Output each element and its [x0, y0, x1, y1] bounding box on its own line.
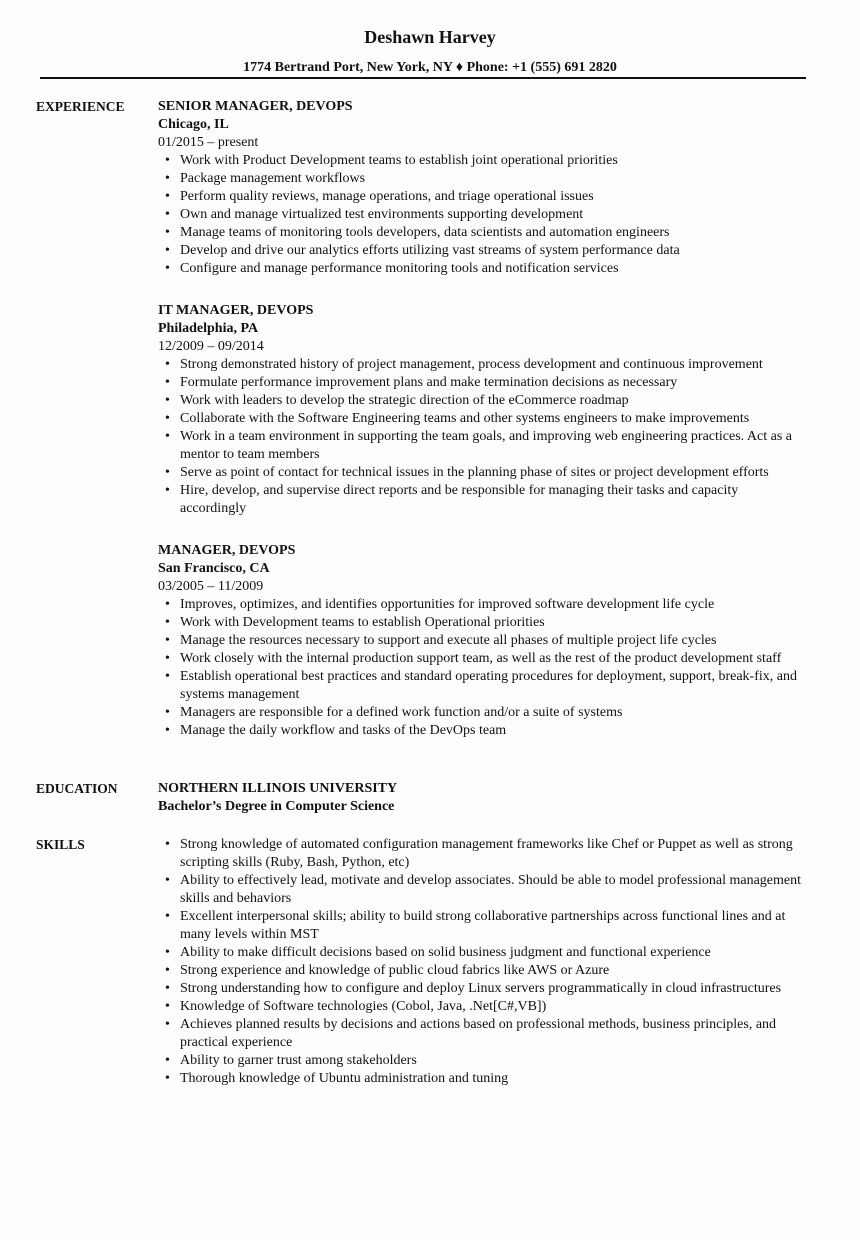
experience-section	[36, 98, 806, 764]
job-title: IT MANAGER, DEVOPS	[158, 303, 314, 318]
job-bullets	[158, 596, 806, 740]
list-item: • Strong experience and knowledge of public cloud fabrics like AWS or Azure	[158, 962, 806, 980]
list-item: • Work with leaders to develop the strategic direction of the eCommerce roadmap	[158, 392, 806, 410]
job-entry	[158, 302, 806, 518]
job-bullets	[158, 152, 806, 278]
skills-list	[158, 836, 806, 1088]
job-title: SENIOR MANAGER, DEVOPS	[158, 99, 353, 114]
list-item: • Own and manage virtualized test environments supporting development	[158, 206, 806, 224]
list-item: • Work closely with the internal production support team, as well as the rest of the product development staff	[158, 650, 806, 668]
degree: Bachelor’s Degree in Computer Science	[158, 799, 395, 814]
list-item: • Package management workflows	[158, 170, 806, 188]
list-item: • Manage teams of monitoring tools developers, data scientists and automation engineers	[158, 224, 806, 242]
list-item: • Manage the daily workflow and tasks of the DevOps team	[158, 722, 806, 740]
job-dates: 12/2009 – 09/2014	[158, 339, 264, 354]
list-item: • Formulate performance improvement plans and make termination decisions as necessary	[158, 374, 806, 392]
list-item: • Develop and drive our analytics efforts utilizing vast streams of system performance data	[158, 242, 806, 260]
list-item: • Work with Development teams to establish Operational priorities	[158, 614, 806, 632]
section-label: SKILLS	[36, 837, 85, 852]
list-item: • Hire, develop, and supervise direct reports and be responsible for managing their tasks and capacity accordingly	[158, 482, 806, 518]
school-name: NORTHERN ILLINOIS UNIVERSITY	[158, 781, 398, 796]
list-item: • Improves, optimizes, and identifies opportunities for improved software development life cycle	[158, 596, 806, 614]
list-item: • Knowledge of Software technologies (Cobol, Java, .Net[C#,VB])	[158, 998, 806, 1016]
skills-section	[36, 836, 806, 1088]
list-item: • Achieves planned results by decisions and actions based on professional methods, business principles, and practical experience	[158, 1016, 806, 1052]
list-item: • Serve as point of contact for technical issues in the planning phase of sites or project development efforts	[158, 464, 806, 482]
education-section	[36, 780, 806, 816]
job-entry	[158, 98, 806, 278]
list-item: • Strong demonstrated history of project management, process development and continuous improvement	[158, 356, 806, 374]
list-item: • Establish operational best practices and standard operating procedures for deployment, support, break-fix, and systems management	[158, 668, 806, 704]
list-item: • Collaborate with the Software Engineering teams and other systems engineers to make improvements	[158, 410, 806, 428]
list-item: • Managers are responsible for a defined work function and/or a suite of systems	[158, 704, 806, 722]
section-label: EDUCATION	[36, 781, 118, 796]
list-item: • Manage the resources necessary to support and execute all phases of multiple project life cycles	[158, 632, 806, 650]
job-location: Philadelphia, PA	[158, 321, 259, 336]
list-item: • Excellent interpersonal skills; ability to build strong collaborative partnerships across functional lines and at many levels within MST	[158, 908, 806, 944]
contact-line: 1774 Bertrand Port, New York, NY ♦ Phone: +1 (555) 691 2820	[243, 60, 617, 75]
job-location: San Francisco, CA	[158, 561, 270, 576]
list-item: • Work with Product Development teams to establish joint operational priorities	[158, 152, 806, 170]
list-item: • Strong knowledge of automated configuration management frameworks like Chef or Puppet as well as strong scripting skills (Ruby, Bash, Python, etc)	[158, 836, 806, 872]
candidate-name: Deshawn Harvey	[364, 27, 496, 47]
job-dates: 03/2005 – 11/2009	[158, 579, 264, 594]
list-item: • Perform quality reviews, manage operations, and triage operational issues	[158, 188, 806, 206]
list-item: • Ability to garner trust among stakeholders	[158, 1052, 806, 1070]
list-item: • Configure and manage performance monitoring tools and notification services	[158, 260, 806, 278]
list-item: • Strong understanding how to configure and deploy Linux servers programmatically in cloud infrastructures	[158, 980, 806, 998]
job-bullets	[158, 356, 806, 518]
list-item: • Ability to make difficult decisions based on solid business judgment and functional experience	[158, 944, 806, 962]
job-dates: 01/2015 – present	[158, 135, 259, 150]
header-divider	[40, 77, 806, 79]
list-item: • Ability to effectively lead, motivate and develop associates. Should be able to model professional management skills and behaviors	[158, 872, 806, 908]
section-label: EXPERIENCE	[36, 99, 125, 114]
job-location: Chicago, IL	[158, 117, 229, 132]
job-entry	[158, 542, 806, 740]
list-item: • Thorough knowledge of Ubuntu administration and tuning	[158, 1070, 806, 1088]
list-item: • Work in a team environment in supporting the team goals, and improving web engineering practices. Act as a mentor to team members	[158, 428, 806, 464]
job-title: MANAGER, DEVOPS	[158, 543, 296, 558]
